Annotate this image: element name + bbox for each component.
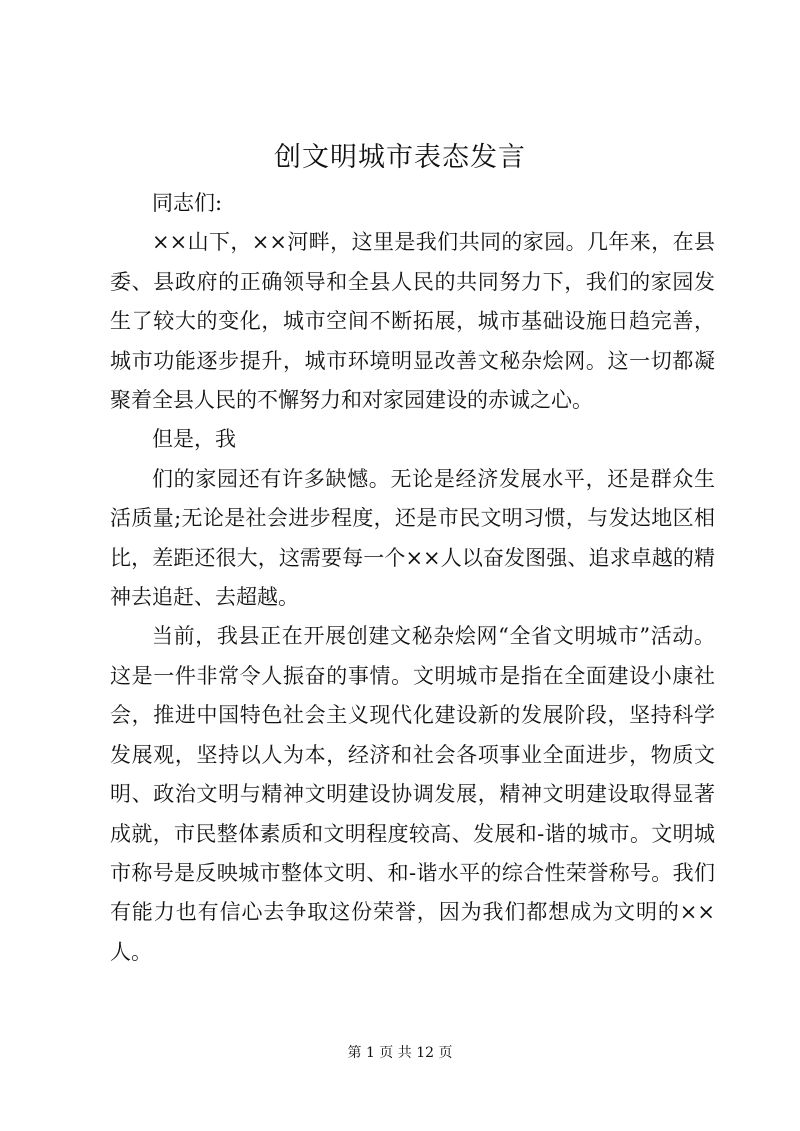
- document-title: 创文明城市表态发言: [274, 142, 526, 173]
- document-body: [110, 184, 715, 972]
- body-paragraph: 们的家园还有许多缺憾。无论是经济发展水平，还是群众生活质量;无论是社会进步程度，还是市民文明习惯，与发达地区相比，差距还很大，这需要每一个××人以奋发图强、追求卓越的精神去追赶、去超越。: [110, 466, 715, 610]
- body-paragraph: ××山下，××河畔，这里是我们共同的家园。几年来，在县委、县政府的正确领导和全县人民的共同努力下，我们的家园发生了较大的变化，城市空间不断拓展，城市基础设施日趋完善，城市功能逐步提升，城市环境明显改善文秘杂烩网。这一切都凝聚着全县人民的不懈努力和对家园建设的赤诚之心。: [110, 230, 715, 413]
- page-footer: 第 1 页 共 12 页: [347, 1045, 453, 1061]
- salutation-paragraph: 同志们:: [152, 191, 223, 215]
- body-paragraph: 当前，我县正在开展创建文秘杂烩网“全省文明城市”活动。这是一件非常令人振奋的事情。文明城市是指在全面建设小康社会，推进中国特色社会主义现代化建设新的发展阶段，坚持科学发展观，坚持以人为本，经济和社会各项事业全面进步，物质文明、政治文明与精神文明建设协调发展，精神文明建设取得显著成就，市民整体素质和文明程度较高、发展和-谐的城市。文明城市称号是反映城市整体文明、和-谐水平的综合性荣誉称号。我们有能力也有信心去争取这份荣誉，因为我们都想成为文明的××人。: [110, 624, 715, 964]
- body-paragraph: 但是，我: [152, 427, 236, 452]
